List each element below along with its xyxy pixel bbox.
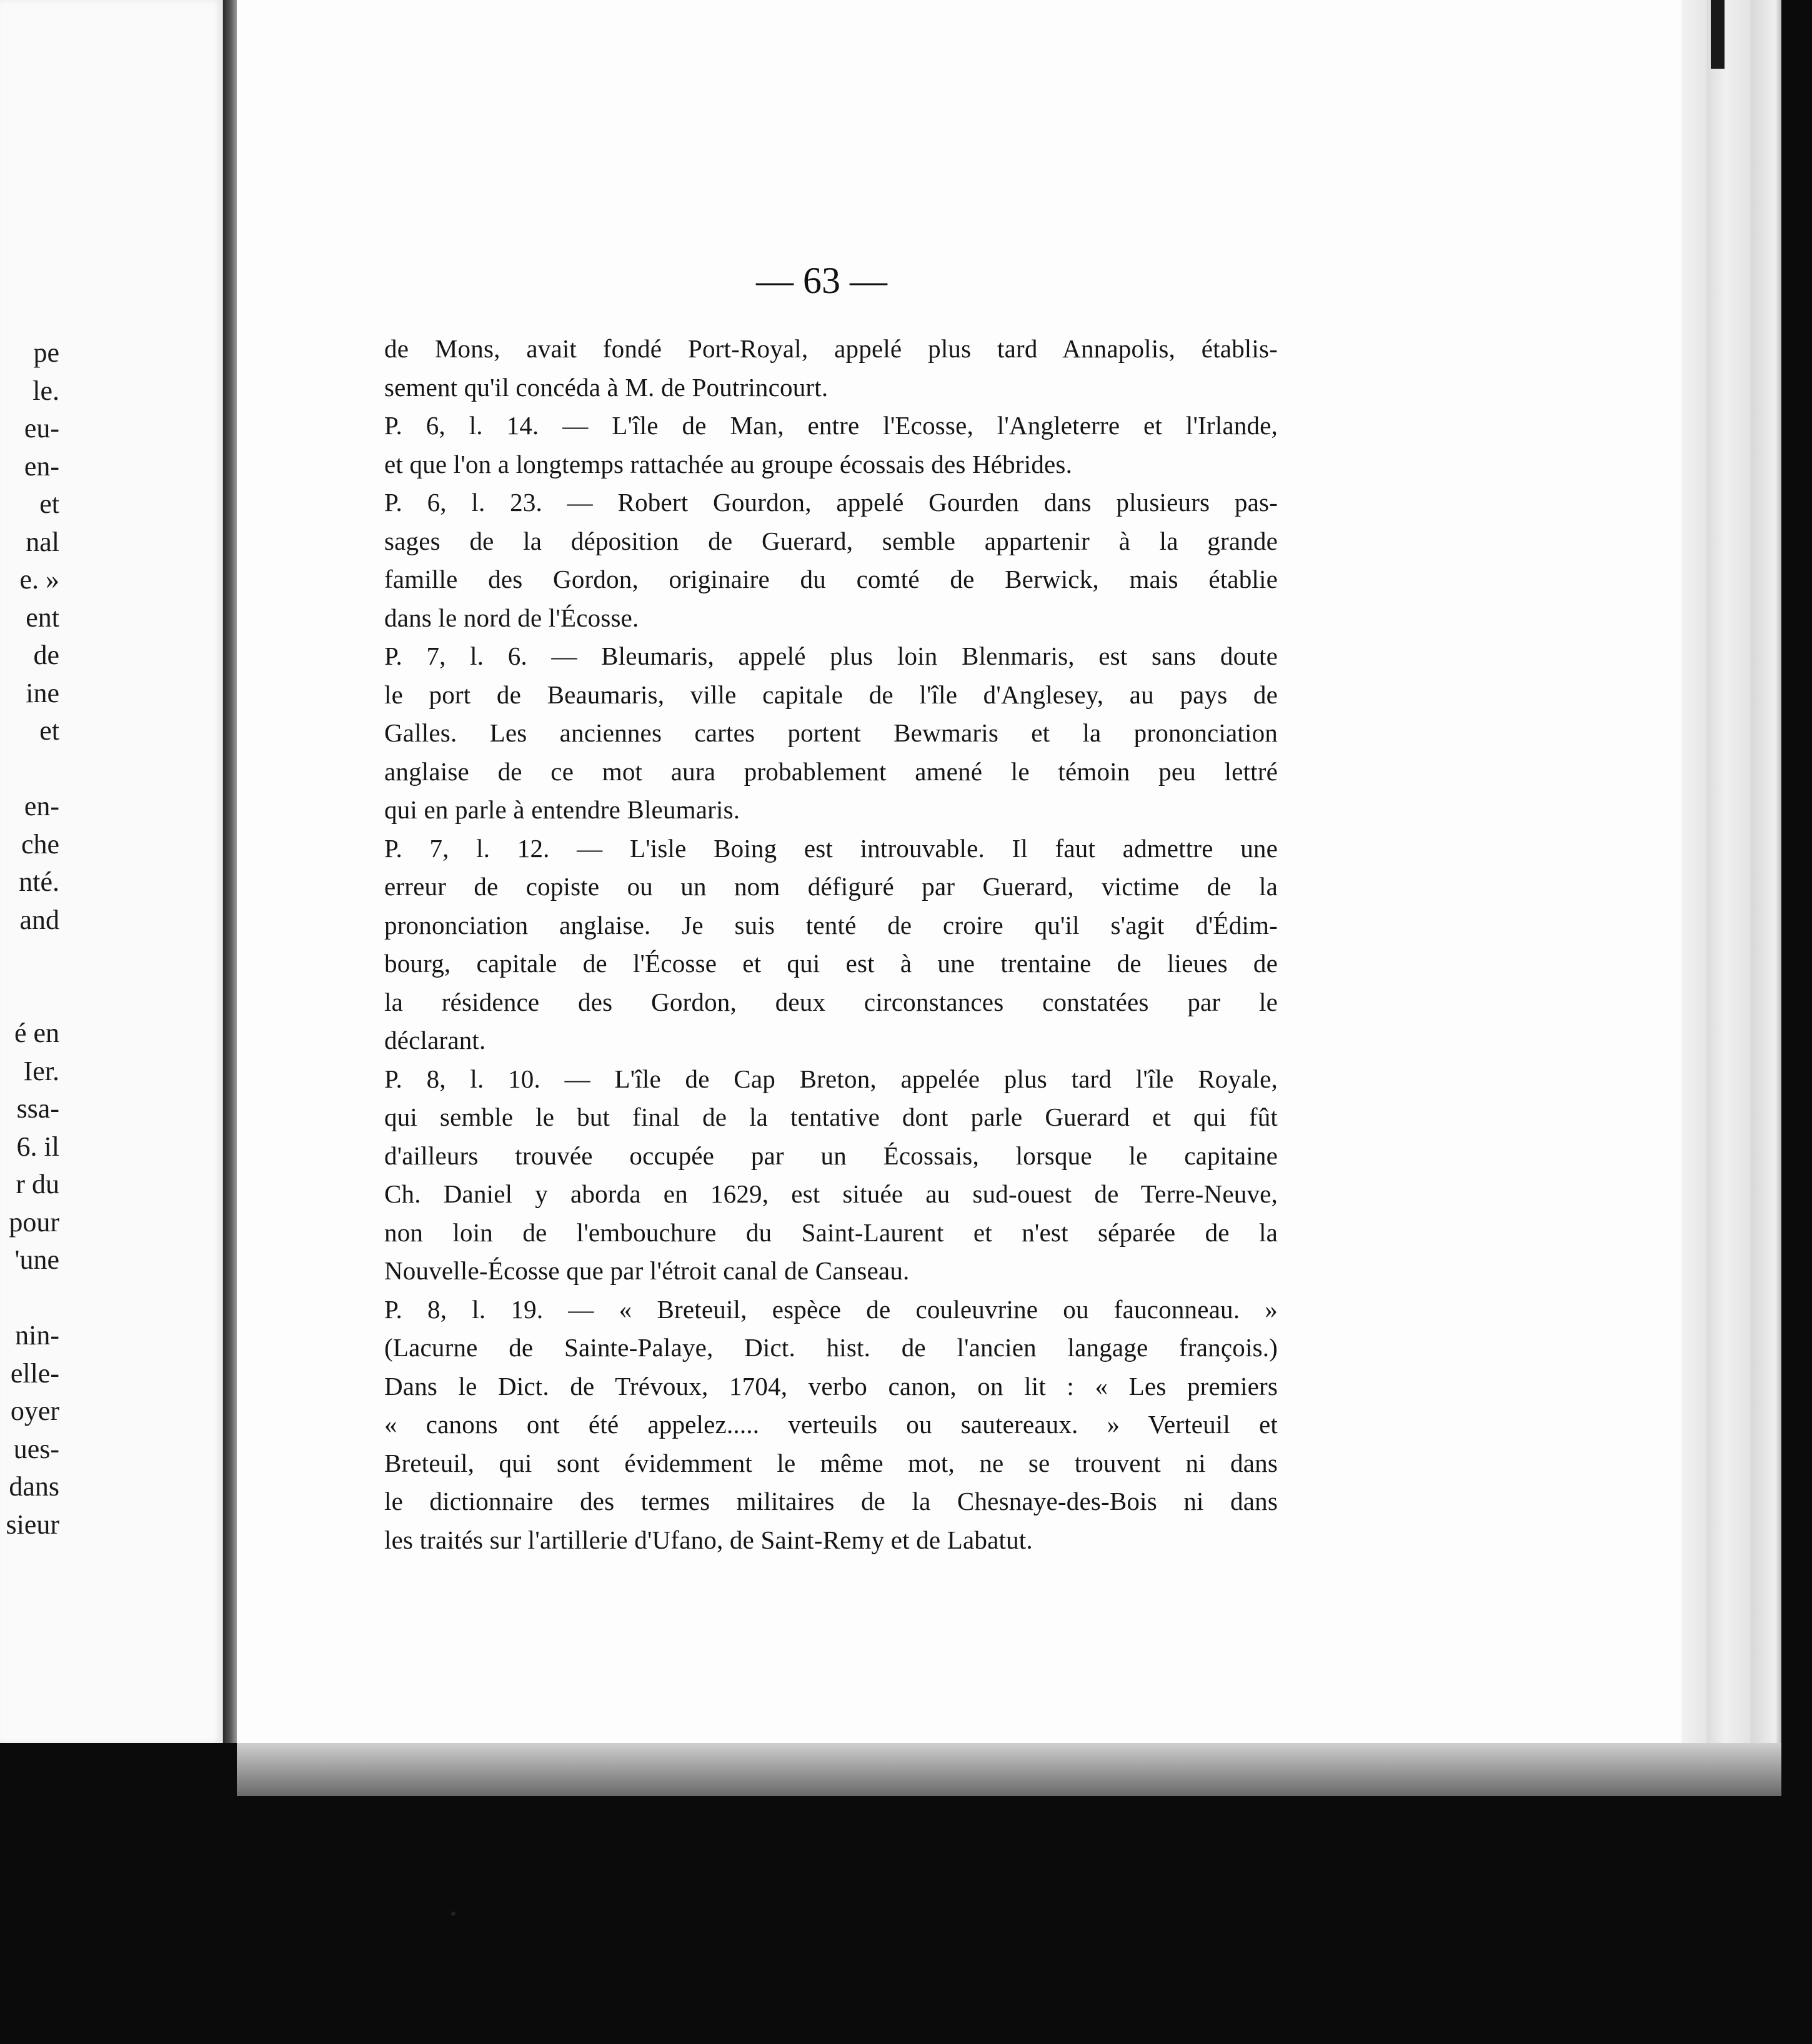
left-fragment-line: sieur xyxy=(6,1509,59,1540)
text-line: Galles. Les anciennes cartes portent Bewmaris et la prononciation xyxy=(384,718,1278,747)
left-fragment-line xyxy=(0,1279,59,1317)
left-fragment-line: ine xyxy=(26,677,59,708)
left-fragment-line: r du xyxy=(16,1169,59,1199)
text-line: Ch. Daniel y aborda en 1629, est située au sud-ouest de Terre-Neuve, xyxy=(384,1179,1278,1208)
left-fragment-line: et xyxy=(39,715,59,746)
left-fragment-line xyxy=(0,977,59,1015)
text-line: anglaise de ce mot aura probablement amené le témoin peu lettré xyxy=(384,757,1278,786)
text-line: la résidence des Gordon, deux circonstances constatées par le xyxy=(384,987,1278,1016)
left-fragment-line xyxy=(0,750,59,788)
left-page xyxy=(0,0,223,1743)
paragraph xyxy=(384,330,1278,407)
text-line: P. 8, l. 19. — « Breteuil, espèce de couleuvrine ou fauconneau. » xyxy=(384,1294,1278,1324)
left-fragment-line: nin- xyxy=(15,1320,59,1351)
left-fragment-line: oyer xyxy=(10,1396,59,1426)
left-fragment-line: and xyxy=(19,904,59,935)
left-fragment-line: pour xyxy=(9,1206,59,1238)
bottom-page-shadow xyxy=(237,1743,1781,1796)
text-line: les traités sur l'artillerie d'Ufano, de Saint-Remy et de Labatut. xyxy=(384,1525,1033,1554)
left-fragment-line: 6. il xyxy=(16,1131,59,1162)
left-fragment-line: eu- xyxy=(24,413,59,444)
page-edges xyxy=(1681,0,1781,1796)
left-fragment-line: de xyxy=(33,640,59,670)
text-line: erreur de copiste ou un nom défiguré par Guerard, victime de la xyxy=(384,872,1278,901)
text-line: P. 7, l. 12. — L'isle Boing est introuvable. Il faut admettre une xyxy=(384,833,1278,863)
left-fragment-line: ent xyxy=(26,602,59,633)
text-line: non loin de l'embouchure du Saint-Laurent et n'est séparée de la xyxy=(384,1218,1278,1247)
text-line: Breteuil, qui sont évidemment le même mot, ne se trouvent ni dans xyxy=(384,1448,1278,1477)
text-line: Dans le Dict. de Trévoux, 1704, verbo canon, on lit : « Les premiers xyxy=(384,1371,1278,1401)
left-fragment-line: nal xyxy=(26,526,59,557)
text-line: sement qu'il concéda à M. de Poutrincourt. xyxy=(384,372,829,402)
left-fragment-line: elle- xyxy=(10,1357,59,1389)
left-fragment-line: 'une xyxy=(14,1244,59,1275)
left-fragment-line: dans xyxy=(9,1471,59,1502)
left-fragment-line: et xyxy=(39,489,59,519)
text-line: Nouvelle-Écosse que par l'étroit canal de Canseau. xyxy=(384,1256,910,1285)
left-fragment-line: é en xyxy=(14,1018,59,1048)
text-line: de Mons, avait fondé Port-Royal, appelé plus tard Annapolis, établis- xyxy=(384,334,1278,363)
text-line: déclarant. xyxy=(384,1026,486,1054)
paragraph xyxy=(384,830,1278,1060)
main-text-column xyxy=(384,330,1278,1559)
paragraph xyxy=(384,1291,1278,1560)
left-fragment-line: le. xyxy=(32,375,59,406)
left-fragment-line: ues- xyxy=(13,1433,59,1464)
text-line: et que l'on a longtemps rattachée au groupe écossais des Hébrides. xyxy=(384,449,1073,479)
left-fragment-line: e. » xyxy=(19,564,59,595)
text-line: dans le nord de l'Écosse. xyxy=(384,603,639,632)
left-fragment-line: nté. xyxy=(19,866,59,897)
text-line: P. 8, l. 10. — L'île de Cap Breton, appelée plus tard l'île Royale, xyxy=(384,1064,1278,1093)
left-fragment-line: pe xyxy=(33,337,59,368)
page-number: — 63 — xyxy=(756,260,887,301)
left-fragment-line: Ier. xyxy=(23,1055,59,1086)
text-line: le dictionnaire des termes militaires de la Chesnaye-des-Bois ni dans xyxy=(384,1487,1278,1516)
left-fragment-line: en- xyxy=(24,450,59,482)
text-line: d'ailleurs trouvée occupée par un Écossais, lorsque le capitaine xyxy=(384,1141,1278,1170)
text-line: le port de Beaumaris, ville capitale de l'île d'Anglesey, au pays de xyxy=(384,680,1278,709)
edge-shadow xyxy=(1711,0,1725,69)
book-gutter xyxy=(223,0,237,1743)
text-line: P. 6, l. 14. — L'île de Man, entre l'Ecosse, l'Angleterre et l'Irlande, xyxy=(384,411,1278,440)
text-line: qui semble le but final de la tentative dont parle Guerard et qui fût xyxy=(384,1103,1278,1131)
text-line: P. 7, l. 6. — Bleumaris, appelé plus loin Blenmaris, est sans doute xyxy=(384,642,1278,670)
left-page-text-fragments xyxy=(0,334,59,1544)
paragraph xyxy=(384,484,1278,637)
text-line: sages de la déposition de Guerard, semble appartenir à la grande xyxy=(384,526,1278,555)
text-line: « canons ont été appelez..... verteuils ou sautereaux. » Verteuil et xyxy=(384,1410,1278,1439)
paragraph xyxy=(384,637,1278,830)
left-fragment-line: en- xyxy=(24,791,59,821)
paragraph xyxy=(384,407,1278,484)
text-line: P. 6, l. 23. — Robert Gourdon, appelé Gourden dans plusieurs pas- xyxy=(384,488,1278,517)
text-line: prononciation anglaise. Je suis tenté de croire qu'il s'agit d'Édim- xyxy=(384,910,1278,940)
text-line: famille des Gordon, originaire du comté de Berwick, mais établie xyxy=(384,565,1278,593)
left-fragment-line xyxy=(0,939,59,977)
text-line: qui en parle à entendre Bleumaris. xyxy=(384,795,740,824)
left-fragment-line: che xyxy=(21,828,59,860)
ink-speck xyxy=(451,1912,455,1916)
text-line: bourg, capitale de l'Écosse et qui est à une trentaine de lieues de xyxy=(384,949,1278,978)
paragraph xyxy=(384,1060,1278,1291)
text-line: (Lacurne de Sainte-Palaye, Dict. hist. de l'ancien langage françois.) xyxy=(384,1333,1278,1362)
left-fragment-line: ssa- xyxy=(16,1093,59,1124)
